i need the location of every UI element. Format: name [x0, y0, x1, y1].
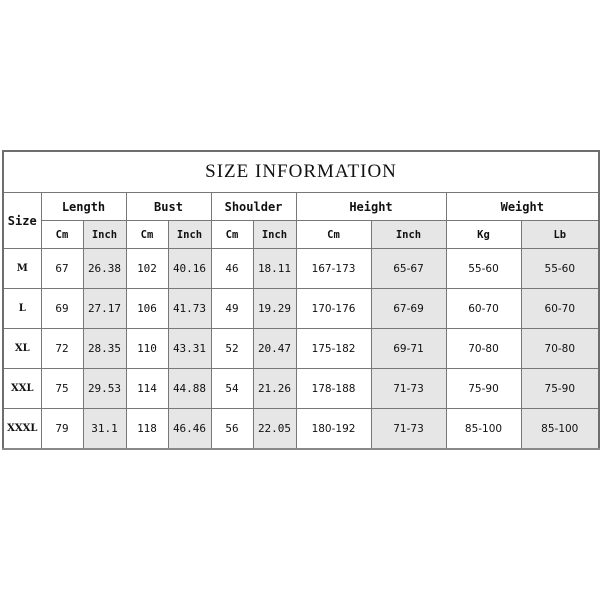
table-cell: 60-70: [521, 289, 599, 329]
table-cell: 75-90: [521, 369, 599, 409]
subheader-shoulder-cm: Cm: [211, 221, 253, 249]
table-row: [3, 409, 599, 450]
table-cell: 26.38: [83, 249, 126, 289]
table-cell: 75: [41, 369, 83, 409]
table-cell: 69-71: [371, 329, 446, 369]
group-header-shoulder: Shoulder: [211, 193, 296, 221]
table-cell: 54: [211, 369, 253, 409]
table-cell: 75-90: [446, 369, 521, 409]
size-label: L: [3, 289, 41, 329]
table-cell: 106: [126, 289, 168, 329]
table-row: [3, 249, 599, 289]
table-cell: 67-69: [371, 289, 446, 329]
size-label: M: [3, 249, 41, 289]
table-cell: 41.73: [168, 289, 211, 329]
subheader-bust-cm: Cm: [126, 221, 168, 249]
size-label: XXL: [3, 369, 41, 409]
table-cell: 79: [41, 409, 83, 450]
size-label: XL: [3, 329, 41, 369]
table-cell: 167-173: [296, 249, 371, 289]
table-cell: 40.16: [168, 249, 211, 289]
table-cell: 46.46: [168, 409, 211, 450]
subheader-weight-lb: Lb: [521, 221, 599, 249]
table-cell: 60-70: [446, 289, 521, 329]
subheader-height-inch: Inch: [371, 221, 446, 249]
subheader-weight-kg: Kg: [446, 221, 521, 249]
group-header-height: Height: [296, 193, 446, 221]
group-header-bust: Bust: [126, 193, 211, 221]
table-cell: 178-188: [296, 369, 371, 409]
table-cell: 19.29: [253, 289, 296, 329]
table-row: [3, 329, 599, 369]
size-label: XXXL: [3, 409, 41, 450]
table-title: SIZE INFORMATION: [3, 151, 599, 193]
table-cell: 43.31: [168, 329, 211, 369]
table-row: [3, 369, 599, 409]
table-cell: 102: [126, 249, 168, 289]
group-header-weight: Weight: [446, 193, 599, 221]
table-cell: 70-80: [521, 329, 599, 369]
table-cell: 31.1: [83, 409, 126, 450]
table-cell: 55-60: [521, 249, 599, 289]
table-cell: 71-73: [371, 369, 446, 409]
table-cell: 27.17: [83, 289, 126, 329]
subheader-length-cm: Cm: [41, 221, 83, 249]
size-column-header: Size: [3, 193, 41, 249]
table-cell: 110: [126, 329, 168, 369]
table-cell: 55-60: [446, 249, 521, 289]
table-cell: 71-73: [371, 409, 446, 450]
table-cell: 22.05: [253, 409, 296, 450]
subheader-length-inch: Inch: [83, 221, 126, 249]
group-header-length: Length: [41, 193, 126, 221]
table-cell: 46: [211, 249, 253, 289]
size-chart-table: [2, 150, 600, 450]
table-cell: 118: [126, 409, 168, 450]
table-cell: 85-100: [521, 409, 599, 450]
table-cell: 29.53: [83, 369, 126, 409]
table-cell: 18.11: [253, 249, 296, 289]
subheader-height-cm: Cm: [296, 221, 371, 249]
table-cell: 114: [126, 369, 168, 409]
table-cell: 180-192: [296, 409, 371, 450]
table-cell: 70-80: [446, 329, 521, 369]
table-cell: 175-182: [296, 329, 371, 369]
table-row: [3, 289, 599, 329]
table-cell: 65-67: [371, 249, 446, 289]
table-cell: 72: [41, 329, 83, 369]
table-cell: 28.35: [83, 329, 126, 369]
table-cell: 85-100: [446, 409, 521, 450]
subheader-shoulder-inch: Inch: [253, 221, 296, 249]
table-cell: 49: [211, 289, 253, 329]
table-cell: 44.88: [168, 369, 211, 409]
table-cell: 52: [211, 329, 253, 369]
subheader-bust-inch: Inch: [168, 221, 211, 249]
table-cell: 21.26: [253, 369, 296, 409]
table-cell: 170-176: [296, 289, 371, 329]
table-cell: 67: [41, 249, 83, 289]
table-cell: 56: [211, 409, 253, 450]
table-cell: 20.47: [253, 329, 296, 369]
table-cell: 69: [41, 289, 83, 329]
